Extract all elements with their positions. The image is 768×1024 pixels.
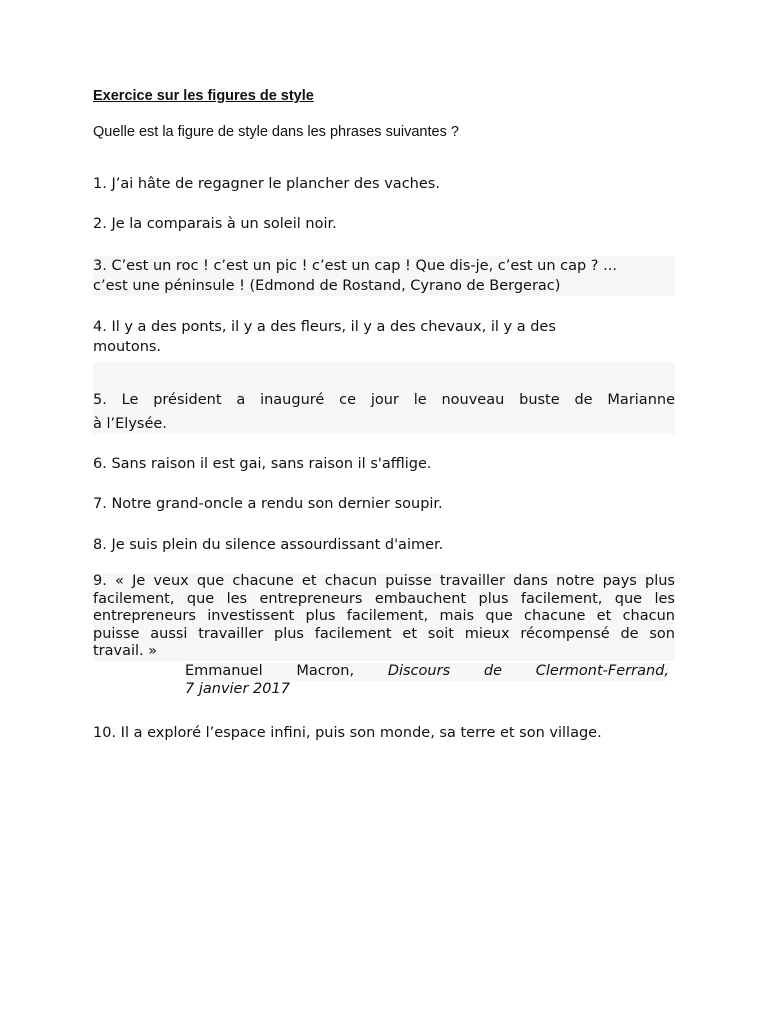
question-9 bbox=[93, 573, 675, 661]
question-7: 7. Notre grand-oncle a rendu son dernier soupir. bbox=[93, 496, 443, 512]
question-2: 2. Je la comparais à un soleil noir. bbox=[93, 216, 337, 232]
page-title: Exercice sur les figures de style bbox=[93, 88, 314, 104]
author-first-name: Emmanuel bbox=[185, 663, 263, 679]
question-5-line-2: à l’Elysée. bbox=[93, 416, 167, 432]
question-9-line-5: travail. » bbox=[93, 643, 158, 659]
question-9-line-2: facilement, que les entrepreneurs embauchent plus facilement, que les bbox=[93, 590, 675, 607]
instruction-text: Quelle est la figure de style dans les phrases suivantes ? bbox=[93, 124, 459, 140]
question-5 bbox=[93, 362, 675, 434]
work-title-word-3: Clermont-Ferrand, bbox=[535, 663, 669, 679]
question-4-line-1: 4. Il y a des ponts, il y a des fleurs, il y a des chevaux, il y a des bbox=[93, 319, 556, 335]
question-3-line-2: c’est une péninsule ! (Edmond de Rostand, Cyrano de Bergerac) bbox=[93, 278, 561, 294]
question-9-line-3: entrepreneurs investissent plus facilement, mais que chacune et chacun bbox=[93, 608, 675, 624]
work-title-word-1: Discours bbox=[387, 663, 451, 679]
attribution-date: 7 janvier 2017 bbox=[185, 680, 290, 697]
work-title-word-2: de bbox=[483, 663, 503, 679]
question-9-line-1: 9. « Je veux que chacune et chacun puisse travailler dans notre pays plus bbox=[93, 573, 675, 589]
question-9-attribution bbox=[185, 663, 669, 698]
question-5-line-1: 5. Le président a inauguré ce jour le nouveau buste de Marianne bbox=[93, 392, 675, 408]
question-3-line-1: 3. C’est un roc ! c’est un pic ! c’est un cap ! Que dis-je, c’est un cap ? ... bbox=[93, 258, 617, 274]
question-1: 1. J’ai hâte de regagner le plancher des vaches. bbox=[93, 176, 440, 192]
question-8: 8. Je suis plein du silence assourdissant d'aimer. bbox=[93, 537, 444, 553]
author-last-name: Macron, bbox=[296, 663, 355, 679]
question-10: 10. Il a exploré l’espace infini, puis son monde, sa terre et son village. bbox=[93, 725, 602, 741]
question-4 bbox=[93, 317, 675, 357]
question-6: 6. Sans raison il est gai, sans raison il s'afflige. bbox=[93, 456, 432, 472]
attribution-line-1 bbox=[185, 663, 669, 681]
question-9-line-4: puisse aussi travailler plus facilement et soit mieux récompensé de son bbox=[93, 625, 675, 642]
question-4-line-2: moutons. bbox=[93, 339, 162, 355]
question-3 bbox=[93, 256, 675, 296]
